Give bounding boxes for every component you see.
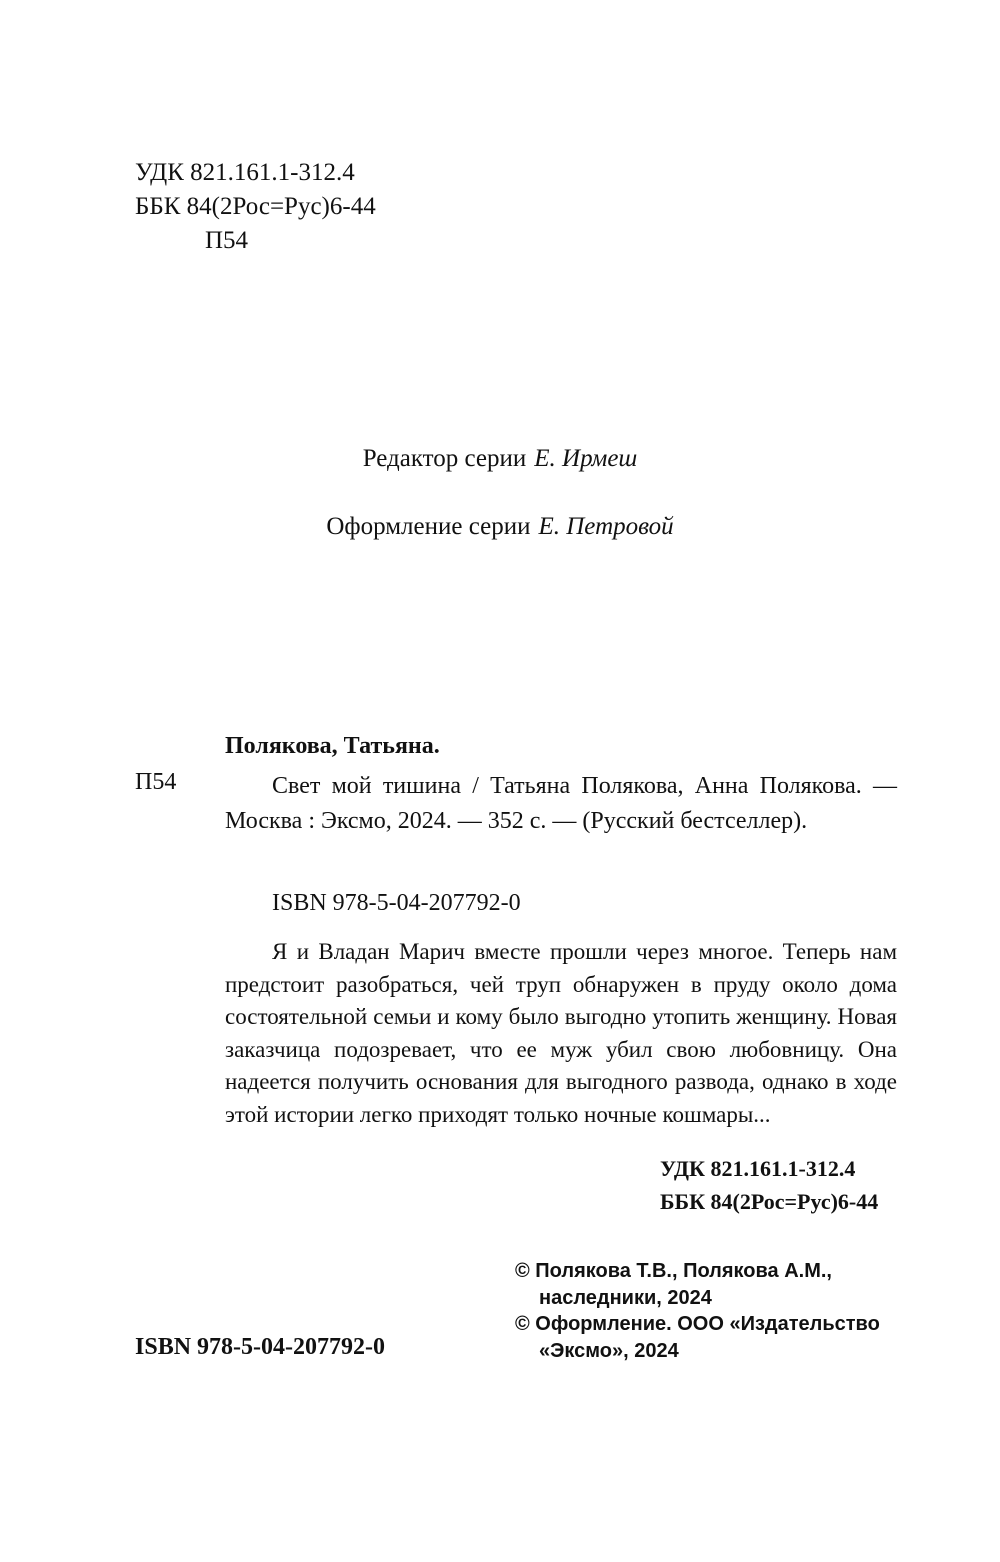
- entry-isbn: ISBN 978-5-04-207792-0: [272, 890, 521, 916]
- copyright-authors-line-cont: наследники, 2024: [539, 1286, 712, 1309]
- entry-author-heading: Полякова, Татьяна.: [225, 733, 440, 759]
- annotation-paragraph: Я и Владан Марич вместе прошли через многое. Теперь нам предстоит разобраться, чей труп обнаружен в пруду около дома состоятельной семьи и кому было выгодно утопить женщину. Новая заказчица подозревает, что ее муж убил свою любовницу. Она надеется получить основания для выгодного развода, однако в ходе этой истории легко приходят только ночные кошмары...: [225, 939, 897, 1127]
- entry-author-sign: П54: [135, 769, 177, 795]
- copyright-design-line: © Оформление. ООО «Издательство: [515, 1313, 880, 1335]
- series-editor-name: Е. Ирмеш: [534, 445, 638, 472]
- series-editor-label: Редактор серии: [362, 445, 527, 472]
- series-design-name: Е. Петровой: [538, 513, 674, 540]
- bbk-code-top: ББК 84(2Рос=Рус)6-44: [135, 193, 376, 220]
- series-design-line: [0, 513, 1000, 541]
- bbk-code-bottom: ББК 84(2Рос=Рус)6-44: [660, 1189, 879, 1214]
- copyright-design-line-cont: «Эксмо», 2024: [539, 1339, 679, 1362]
- copyright-authors-line: © Полякова Т.В., Полякова А.М.,: [515, 1260, 832, 1282]
- copyright-block: [515, 1258, 880, 1364]
- series-editor-line: [0, 445, 1000, 473]
- classification-codes-bottom: [660, 1152, 878, 1218]
- classification-codes-top: [135, 156, 376, 258]
- series-design-label: Оформление серии: [326, 513, 531, 540]
- isbn-bottom: ISBN 978-5-04-207792-0: [135, 1334, 385, 1360]
- entry-description: Свет мой тишина / Татьяна Полякова, Анна Полякова. — Москва : Эксмо, 2024. — 352 с. — (Русский бестселлер).: [225, 773, 897, 834]
- udc-code-top: УДК 821.161.1-312.4: [135, 159, 355, 186]
- author-sign-top: П54: [205, 227, 249, 254]
- udc-code-bottom: УДК 821.161.1-312.4: [660, 1156, 856, 1181]
